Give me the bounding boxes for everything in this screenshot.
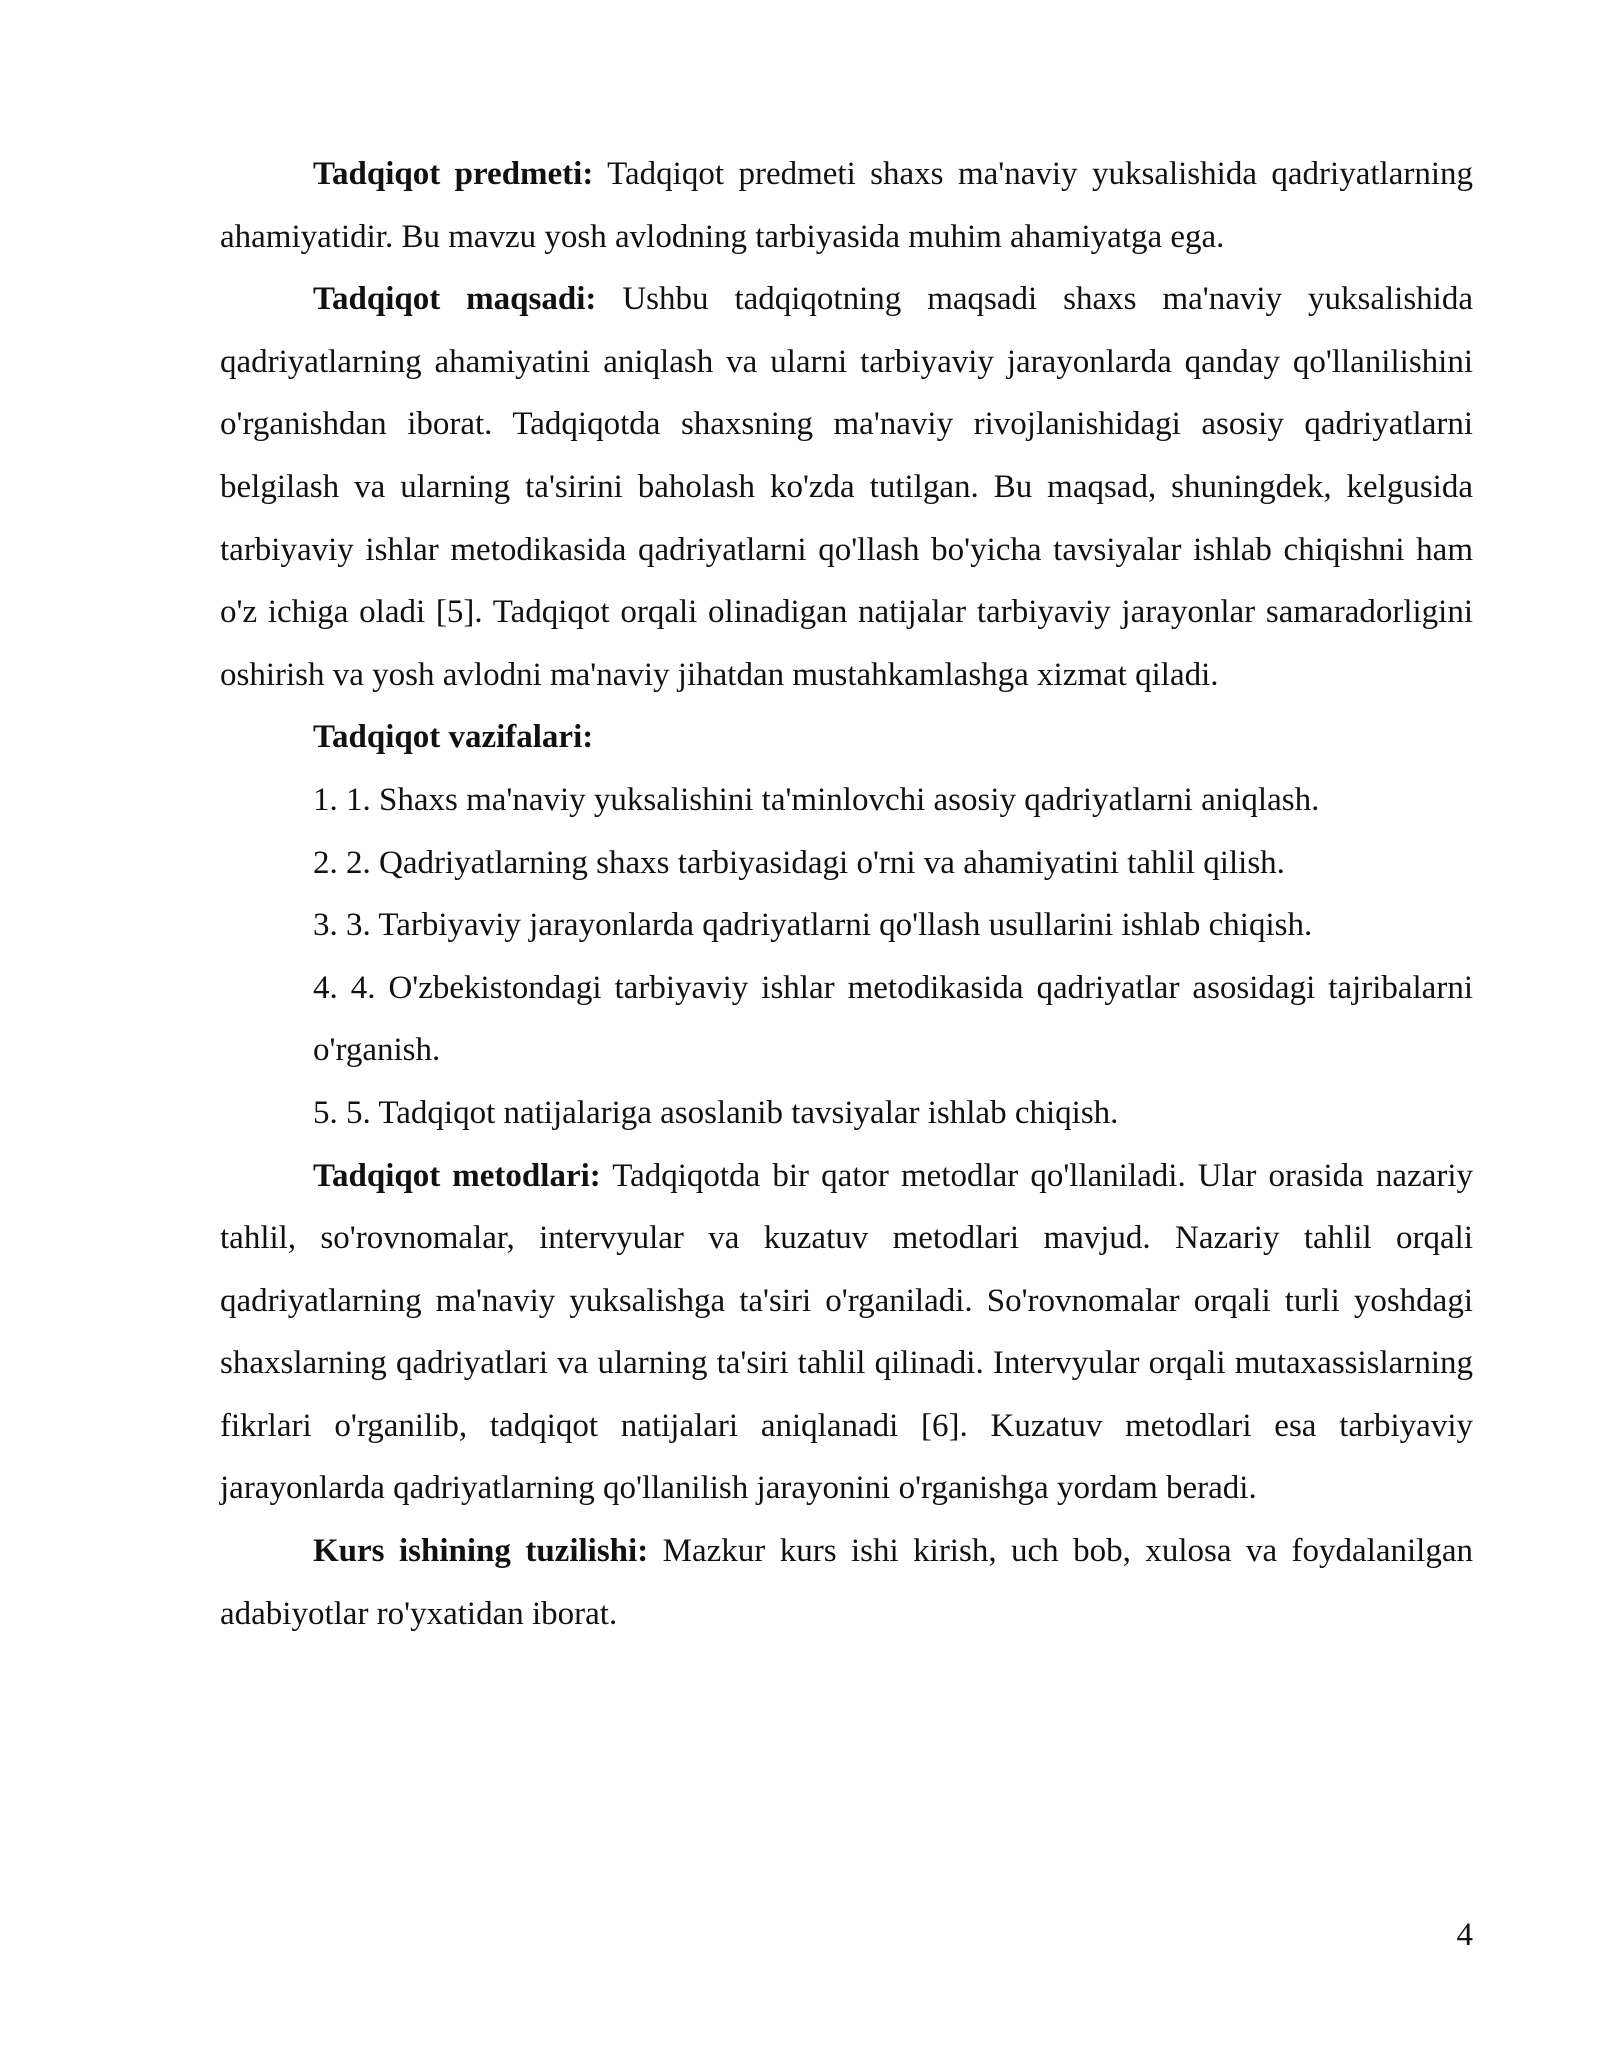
paragraph-methods xyxy=(220,1145,1473,1521)
page-number: 4 xyxy=(1456,1917,1473,1953)
list-item: 1. 1. Shaxs ma'naviy yuksalishini ta'minlovchi asosiy qadriyatlarni aniqlash. xyxy=(313,781,1320,818)
list-item: 3. 3. Tarbiyaviy jarayonlarda qadriyatlarni qo'llash usullarini ishlab chiqish. xyxy=(313,907,1313,944)
text-structure: Mazkur kurs ishi kirish, uch bob, xulosa va foydalanilgan adabiyotlar ro'yxatidan iborat. xyxy=(220,1533,1473,1632)
heading-tasks xyxy=(220,706,1473,769)
label-goal: Tadqiqot maqsadi: xyxy=(313,281,597,318)
label-subject: Tadqiqot predmeti: xyxy=(313,156,594,192)
page-body xyxy=(220,143,1473,1645)
list-item: 4. 4. O'zbekistondagi tarbiyaviy ishlar metodikasida qadriyatlar asosidagi tajribalarni o'rganish. xyxy=(313,969,1473,1069)
text-methods: Tadqiqotda bir qator metodlar qo'llaniladi. Ular orasida nazariy tahlil, so'rovnomalar, intervyular va kuzatuv metodlari mavjud. Nazariy tahlil orqali qadriyatlarning ma'naviy yuksalishga ta'siri o'rganiladi. So'rovnomalar orqali turli yoshdagi shaxslarning qadriyatlari va ularning ta'siri tahlil qilinadi. Intervyular orqali mutaxassislarning fikrlari o'rganilib, tadqiqot natijalari aniqlanadi [6]. Kuzatuv metodlari esa tarbiyaviy jarayonlarda qadriyatlarning qo'llanilish jarayonini o'rganishga yordam beradi. xyxy=(220,1157,1473,1507)
label-tasks: Tadqiqot vazifalari: xyxy=(313,719,594,756)
label-structure: Kurs ishining tuzilishi: xyxy=(313,1533,649,1570)
paragraph-goal xyxy=(220,268,1473,706)
list-item: 2. 2. Qadriyatlarning shaxs tarbiyasidagi o'rni va ahamiyatini tahlil qilish. xyxy=(313,844,1285,881)
list-item: 5. 5. Tadqiqot natijalariga asoslanib tavsiyalar ishlab chiqish. xyxy=(313,1094,1119,1131)
text-goal: Ushbu tadqiqotning maqsadi shaxs ma'naviy yuksalishida qadriyatlarning ahamiyatini aniqlash va ularni tarbiyaviy jarayonlarda qanday qo'llanilishini o'rganishdan iborat. Tadqiqotda shaxsning ma'naviy rivojlanishidagi asosiy qadriyatlarni belgilash va ularning ta'sirini baholash ko'zda tutilgan. Bu maqsad, shuningdek, kelgusida tarbiyaviy ishlar metodikasida qadriyatlarni qo'llash bo'yicha tavsiyalar ishlab chiqishni ham o'z ichiga oladi [5]. Tadqiqot orqali olinadigan natijalar tarbiyaviy jarayonlar samaradorligini oshirish va yosh avlodni ma'naviy jihatdan mustahkamlashga xizmat qiladi. xyxy=(220,281,1473,693)
text-subject: Tadqiqot predmeti shaxs ma'naviy yuksalishida qadriyatlarning ahamiyatidir. Bu mavzu yosh avlodning tarbiyasida muhim ahamiyatga ega. xyxy=(220,156,1473,255)
paragraph-structure xyxy=(220,1520,1473,1645)
label-methods: Tadqiqot metodlari: xyxy=(313,1157,601,1194)
paragraph-subject xyxy=(220,143,1473,268)
